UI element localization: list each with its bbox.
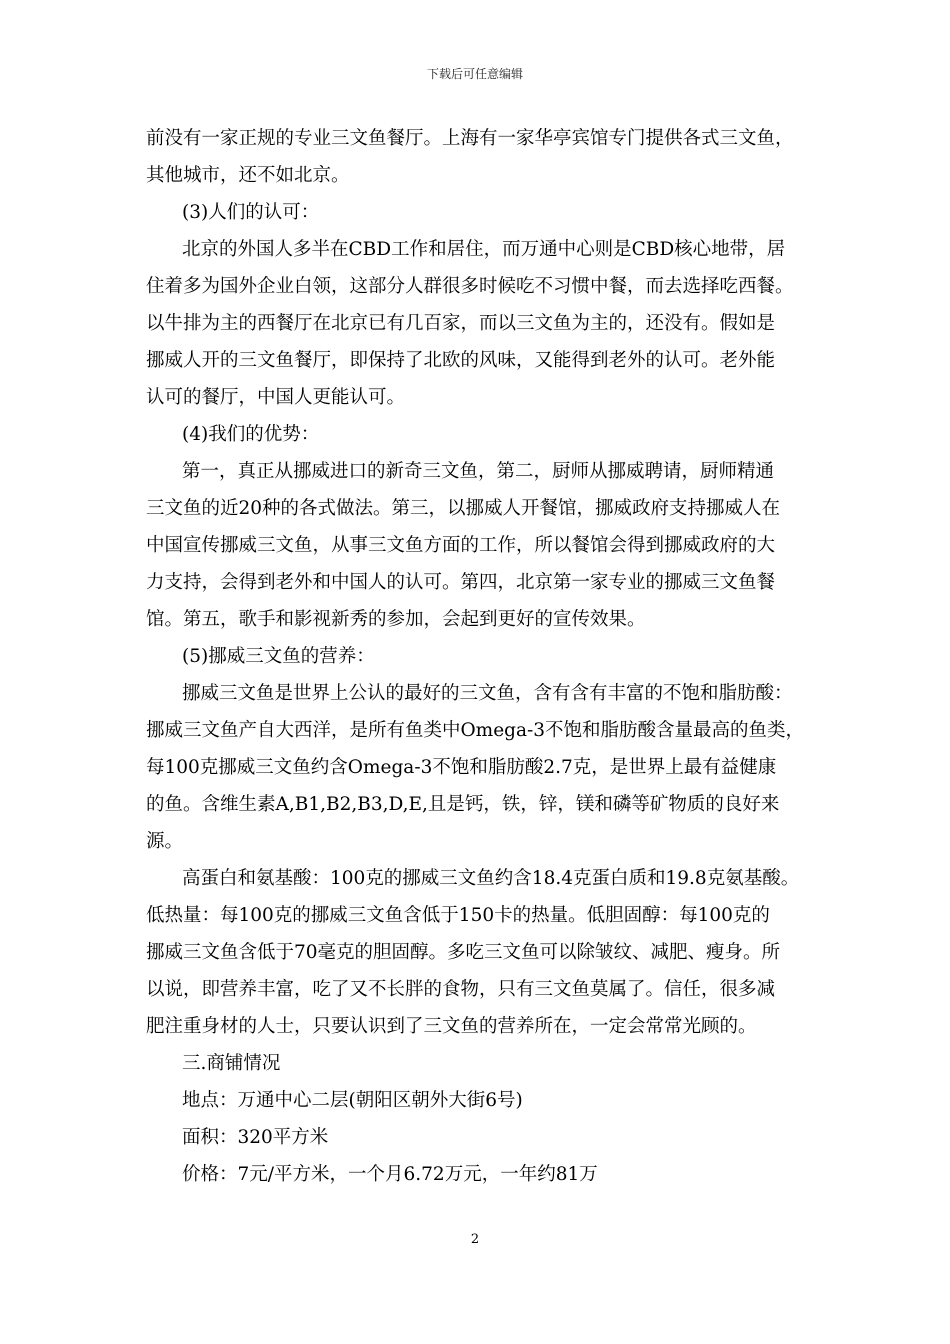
text-line: 肥注重身材的人士，只要认识到了三文鱼的营养所在，一定会常常光顾的。 [146, 1016, 757, 1037]
text-line: 以说，即营养丰富，吃了又不长胖的食物，只有三文鱼莫属了。信任，很多减 [146, 979, 776, 1000]
page-header-note: 下载后可任意编辑 [426, 67, 523, 81]
text-line: (4)我们的优势： [182, 424, 320, 445]
text-line: 源。 [146, 831, 184, 852]
text-line: 住着多为国外企业白领，这部分人群很多时候吃不习惯中餐，而去选择吃西餐。 [146, 276, 794, 297]
text-line: 价格：7元/平方米，一个月6.72万元，一年约81万 [182, 1164, 598, 1185]
text-line: 挪威三文鱼产自大西洋，是所有鱼类中Omega-3不饱和脂肪酸含量最高的鱼类， [146, 720, 805, 741]
text-line: 力支持，会得到老外和中国人的认可。第四，北京第一家专业的挪威三文鱼餐 [146, 572, 776, 593]
text-line: 挪威三文鱼是世界上公认的最好的三文鱼，含有含有丰富的不饱和脂肪酸： [182, 683, 793, 704]
text-line: 馆。第五，歌手和影视新秀的参加，会起到更好的宣传效果。 [146, 609, 646, 630]
page-number: 2 [470, 1232, 480, 1247]
text-line: 三.商铺情况 [182, 1053, 281, 1074]
text-line: 三文鱼的近20种的各式做法。第三，以挪威人开餐馆，挪威政府支持挪威人在 [146, 498, 781, 519]
document-body [146, 120, 818, 1193]
text-line: 高蛋白和氨基酸：100克的挪威三文鱼约含18.4克蛋白质和19.8克氨基酸。 [182, 868, 800, 889]
text-line: (5)挪威三文鱼的营养： [182, 646, 375, 667]
text-line: 北京的外国人多半在CBD工作和居住，而万通中心则是CBD核心地带，居 [182, 239, 786, 260]
text-line: 以牛排为主的西餐厅在北京已有几百家，而以三文鱼为主的，还没有。假如是 [146, 313, 776, 334]
text-line: 每100克挪威三文鱼约含Omega-3不饱和脂肪酸2.7克，是世界上最有益健康 [146, 757, 777, 778]
text-line: 其他城市，还不如北京。 [146, 165, 350, 186]
text-line: 面积：320平方米 [182, 1127, 329, 1148]
text-line: 认可的餐厅，中国人更能认可。 [146, 387, 406, 408]
text-line: 第一，真正从挪威进口的新奇三文鱼，第二，厨师从挪威聘请，厨师精通 [182, 461, 775, 482]
text-line: (3)人们的认可： [182, 202, 320, 223]
text-line: 挪威三文鱼含低于70毫克的胆固醇。多吃三文鱼可以除皱纹、减肥、瘦身。所 [146, 942, 781, 963]
text-line: 中国宣传挪威三文鱼，从事三文鱼方面的工作，所以餐馆会得到挪威政府的大 [146, 535, 776, 556]
text-line: 低热量：每100克的挪威三文鱼含低于150卡的热量。低胆固醇：每100克的 [146, 905, 770, 926]
text-line: 前没有一家正规的专业三文鱼餐厅。上海有一家华亭宾馆专门提供各式三文鱼， [146, 128, 794, 149]
text-line: 的鱼。含维生素A,B1,B2,B3,D,E,且是钙，铁，锌，镁和磷等矿物质的良好来 [146, 794, 780, 815]
text-line: 地点：万通中心二层(朝阳区朝外大街6号) [182, 1090, 523, 1111]
text-line: 挪威人开的三文鱼餐厅，即保持了北欧的风味，又能得到老外的认可。老外能 [146, 350, 776, 371]
